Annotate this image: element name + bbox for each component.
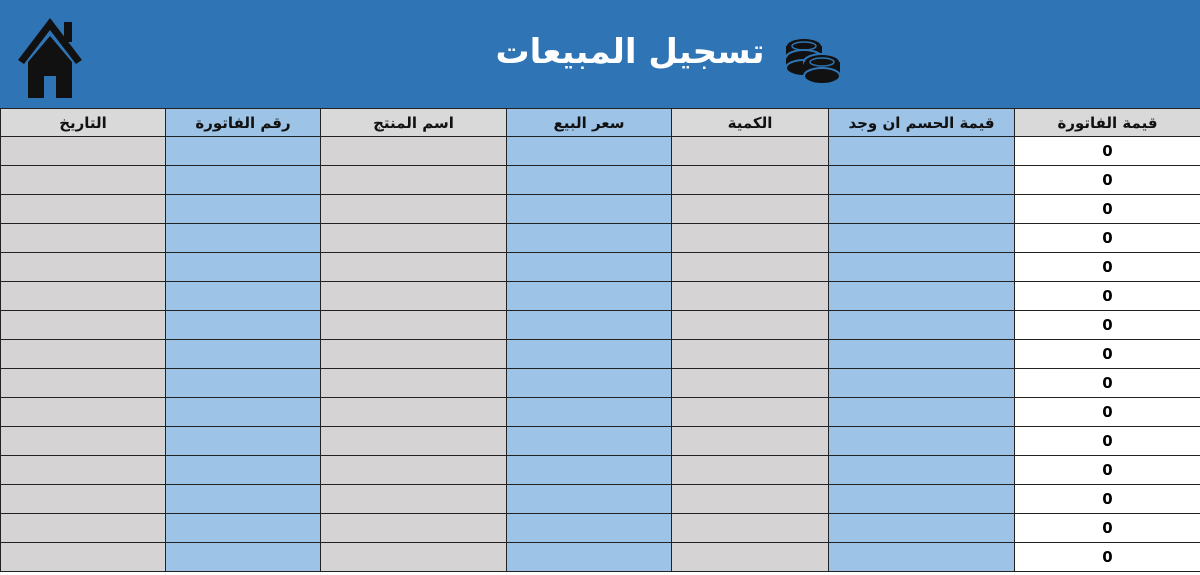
home-icon xyxy=(14,14,86,100)
col-header-invoice-total: قيمة الفاتورة xyxy=(1015,109,1200,137)
coins-icon xyxy=(782,34,844,86)
sale-price-cell[interactable] xyxy=(507,427,672,456)
invoice-number-cell[interactable] xyxy=(166,427,321,456)
table-row xyxy=(1,398,1200,427)
invoice-total-cell: 0 xyxy=(1015,340,1200,369)
table-row xyxy=(1,282,1200,311)
discount-cell[interactable] xyxy=(829,485,1015,514)
product-name-cell[interactable] xyxy=(321,166,507,195)
sale-price-cell[interactable] xyxy=(507,514,672,543)
col-header-sale-price: سعر البيع xyxy=(507,109,672,137)
invoice-total-cell: 0 xyxy=(1015,456,1200,485)
header-bar xyxy=(0,0,1200,108)
table-row xyxy=(1,485,1200,514)
invoice-total-cell: 0 xyxy=(1015,369,1200,398)
date-cell[interactable] xyxy=(1,514,166,543)
product-name-cell[interactable] xyxy=(321,282,507,311)
table-row xyxy=(1,543,1200,572)
discount-cell[interactable] xyxy=(829,282,1015,311)
invoice-total-cell: 0 xyxy=(1015,398,1200,427)
table-row xyxy=(1,514,1200,543)
quantity-cell[interactable] xyxy=(672,427,829,456)
date-cell[interactable] xyxy=(1,137,166,166)
invoice-number-cell[interactable] xyxy=(166,137,321,166)
invoice-total-cell: 0 xyxy=(1015,253,1200,282)
table-row xyxy=(1,166,1200,195)
date-cell[interactable] xyxy=(1,282,166,311)
invoice-number-cell[interactable] xyxy=(166,282,321,311)
product-name-cell[interactable] xyxy=(321,311,507,340)
sale-price-cell[interactable] xyxy=(507,369,672,398)
product-name-cell[interactable] xyxy=(321,398,507,427)
quantity-cell[interactable] xyxy=(672,456,829,485)
page-title: تسجيل المبيعات xyxy=(495,32,765,72)
discount-cell[interactable] xyxy=(829,543,1015,572)
quantity-cell[interactable] xyxy=(672,282,829,311)
invoice-number-cell[interactable] xyxy=(166,166,321,195)
date-cell[interactable] xyxy=(1,253,166,282)
quantity-cell[interactable] xyxy=(672,224,829,253)
product-name-cell[interactable] xyxy=(321,514,507,543)
discount-cell[interactable] xyxy=(829,195,1015,224)
invoice-number-cell[interactable] xyxy=(166,253,321,282)
quantity-cell[interactable] xyxy=(672,166,829,195)
sale-price-cell[interactable] xyxy=(507,311,672,340)
table-row xyxy=(1,456,1200,485)
discount-cell[interactable] xyxy=(829,340,1015,369)
col-header-invoice-number: رقم الفاتورة xyxy=(166,109,321,137)
date-cell[interactable] xyxy=(1,311,166,340)
sale-price-cell[interactable] xyxy=(507,340,672,369)
invoice-total-cell: 0 xyxy=(1015,311,1200,340)
product-name-cell[interactable] xyxy=(321,427,507,456)
product-name-cell[interactable] xyxy=(321,369,507,398)
date-cell[interactable] xyxy=(1,195,166,224)
date-cell[interactable] xyxy=(1,369,166,398)
product-name-cell[interactable] xyxy=(321,340,507,369)
invoice-number-cell[interactable] xyxy=(166,195,321,224)
discount-cell[interactable] xyxy=(829,514,1015,543)
col-header-discount: قيمة الحسم ان وجد xyxy=(829,109,1015,137)
invoice-number-cell[interactable] xyxy=(166,543,321,572)
invoice-number-cell[interactable] xyxy=(166,224,321,253)
invoice-number-cell[interactable] xyxy=(166,514,321,543)
col-header-quantity: الكمية xyxy=(672,109,829,137)
sales-table xyxy=(0,108,1200,572)
discount-cell[interactable] xyxy=(829,166,1015,195)
discount-cell[interactable] xyxy=(829,369,1015,398)
invoice-number-cell[interactable] xyxy=(166,485,321,514)
sale-price-cell[interactable] xyxy=(507,166,672,195)
invoice-total-cell: 0 xyxy=(1015,427,1200,456)
invoice-total-cell: 0 xyxy=(1015,543,1200,572)
date-cell[interactable] xyxy=(1,340,166,369)
product-name-cell[interactable] xyxy=(321,543,507,572)
table-row xyxy=(1,253,1200,282)
sale-price-cell[interactable] xyxy=(507,224,672,253)
home-button[interactable] xyxy=(14,14,86,100)
col-header-date: التاريخ xyxy=(1,109,166,137)
product-name-cell[interactable] xyxy=(321,195,507,224)
invoice-number-cell[interactable] xyxy=(166,340,321,369)
quantity-cell[interactable] xyxy=(672,253,829,282)
sale-price-cell[interactable] xyxy=(507,456,672,485)
table-row xyxy=(1,369,1200,398)
discount-cell[interactable] xyxy=(829,398,1015,427)
sale-price-cell[interactable] xyxy=(507,137,672,166)
table-row xyxy=(1,311,1200,340)
date-cell[interactable] xyxy=(1,427,166,456)
table-row xyxy=(1,137,1200,166)
invoice-total-cell: 0 xyxy=(1015,282,1200,311)
discount-cell[interactable] xyxy=(829,427,1015,456)
quantity-cell[interactable] xyxy=(672,485,829,514)
discount-cell[interactable] xyxy=(829,224,1015,253)
table-row xyxy=(1,427,1200,456)
product-name-cell[interactable] xyxy=(321,137,507,166)
date-cell[interactable] xyxy=(1,398,166,427)
table-row xyxy=(1,195,1200,224)
date-cell[interactable] xyxy=(1,456,166,485)
invoice-total-cell: 0 xyxy=(1015,166,1200,195)
discount-cell[interactable] xyxy=(829,456,1015,485)
date-cell[interactable] xyxy=(1,543,166,572)
quantity-cell[interactable] xyxy=(672,195,829,224)
invoice-number-cell[interactable] xyxy=(166,369,321,398)
date-cell[interactable] xyxy=(1,485,166,514)
sale-price-cell[interactable] xyxy=(507,282,672,311)
table-row xyxy=(1,224,1200,253)
quantity-cell[interactable] xyxy=(672,543,829,572)
discount-cell[interactable] xyxy=(829,253,1015,282)
product-name-cell[interactable] xyxy=(321,456,507,485)
product-name-cell[interactable] xyxy=(321,224,507,253)
discount-cell[interactable] xyxy=(829,137,1015,166)
quantity-cell[interactable] xyxy=(672,340,829,369)
col-header-product-name: اسم المنتج xyxy=(321,109,507,137)
date-cell[interactable] xyxy=(1,166,166,195)
product-name-cell[interactable] xyxy=(321,253,507,282)
invoice-total-cell: 0 xyxy=(1015,137,1200,166)
sale-price-cell[interactable] xyxy=(507,253,672,282)
invoice-number-cell[interactable] xyxy=(166,311,321,340)
quantity-cell[interactable] xyxy=(672,369,829,398)
invoice-total-cell: 0 xyxy=(1015,224,1200,253)
table-header-row xyxy=(1,109,1200,137)
product-name-cell[interactable] xyxy=(321,485,507,514)
sale-price-cell[interactable] xyxy=(507,398,672,427)
sale-price-cell[interactable] xyxy=(507,195,672,224)
quantity-cell[interactable] xyxy=(672,398,829,427)
invoice-number-cell[interactable] xyxy=(166,398,321,427)
quantity-cell[interactable] xyxy=(672,137,829,166)
invoice-total-cell: 0 xyxy=(1015,195,1200,224)
invoice-number-cell[interactable] xyxy=(166,456,321,485)
sale-price-cell[interactable] xyxy=(507,543,672,572)
quantity-cell[interactable] xyxy=(672,514,829,543)
quantity-cell[interactable] xyxy=(672,311,829,340)
date-cell[interactable] xyxy=(1,224,166,253)
invoice-total-cell: 0 xyxy=(1015,514,1200,543)
table-row xyxy=(1,340,1200,369)
discount-cell[interactable] xyxy=(829,311,1015,340)
invoice-total-cell: 0 xyxy=(1015,485,1200,514)
sale-price-cell[interactable] xyxy=(507,485,672,514)
